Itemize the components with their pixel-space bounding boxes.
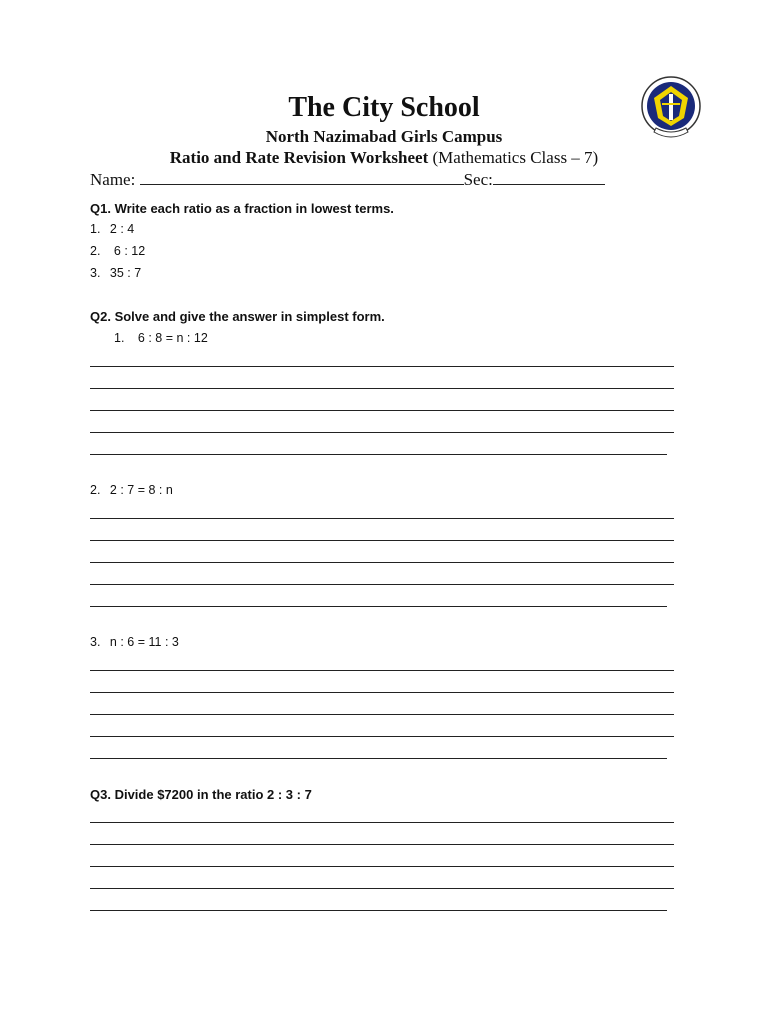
q1-item-text: 6 : 12: [113, 244, 146, 258]
answer-line[interactable]: [90, 736, 674, 737]
answer-line[interactable]: [90, 714, 674, 715]
q2-part-2: [90, 483, 173, 497]
answer-line[interactable]: [90, 866, 674, 867]
q1-item-number: 2.: [90, 244, 101, 258]
campus-name: North Nazimabad Girls Campus: [265, 127, 503, 146]
q1-item-text: 2 : 4: [109, 222, 135, 236]
answer-line[interactable]: [90, 432, 674, 433]
answer-line[interactable]: [90, 910, 667, 911]
answer-line[interactable]: [90, 540, 674, 541]
section-label: Sec:: [463, 170, 493, 189]
worksheet-title-main: Ratio and Rate Revision Worksheet: [169, 148, 429, 167]
q2-part-text: 2 : 7 = 8 : n: [109, 483, 173, 497]
q2-part-text: n : 6 = 11 : 3: [109, 635, 179, 649]
answer-line[interactable]: [90, 454, 667, 455]
q1-item-3: [90, 266, 141, 280]
q3-prompt: Q3. Divide $7200 in the ratio 2 : 3 : 7: [90, 787, 312, 802]
answer-line[interactable]: [90, 606, 667, 607]
answer-line[interactable]: [90, 562, 674, 563]
q1-item-text: 35 : 7: [109, 266, 142, 280]
q1-prompt: Q1. Write each ratio as a fraction in lowest terms.: [90, 201, 394, 216]
answer-line[interactable]: [90, 692, 674, 693]
q1-item-2: [90, 244, 145, 258]
name-section-row: [90, 170, 605, 190]
name-blank[interactable]: [140, 170, 464, 185]
q2-part-number: 3.: [90, 635, 101, 649]
school-title: The City School: [288, 92, 480, 123]
section-blank[interactable]: [493, 170, 605, 185]
answer-line[interactable]: [90, 366, 674, 367]
q2-part-1: [114, 331, 208, 345]
answer-line[interactable]: [90, 844, 674, 845]
answer-line[interactable]: [90, 822, 674, 823]
q2-part-text: 6 : 8 = n : 12: [137, 331, 208, 345]
worksheet-title-class: (Mathematics Class – 7): [432, 148, 599, 167]
answer-line[interactable]: [90, 388, 674, 389]
name-label: Name:: [90, 170, 136, 189]
answer-line[interactable]: [90, 670, 674, 671]
answer-line[interactable]: [90, 584, 674, 585]
q2-part-number: 2.: [90, 483, 101, 497]
answer-line[interactable]: [90, 758, 667, 759]
q2-prompt: Q2. Solve and give the answer in simplest form.: [90, 309, 385, 324]
q2-part-3: [90, 635, 179, 649]
answer-line[interactable]: [90, 518, 674, 519]
worksheet-title: [0, 148, 768, 168]
q1-item-number: 1.: [90, 222, 101, 236]
q1-item-1: [90, 222, 134, 236]
answer-line[interactable]: [90, 888, 674, 889]
q1-item-number: 3.: [90, 266, 101, 280]
q2-part-number: 1.: [114, 331, 125, 345]
answer-line[interactable]: [90, 410, 674, 411]
